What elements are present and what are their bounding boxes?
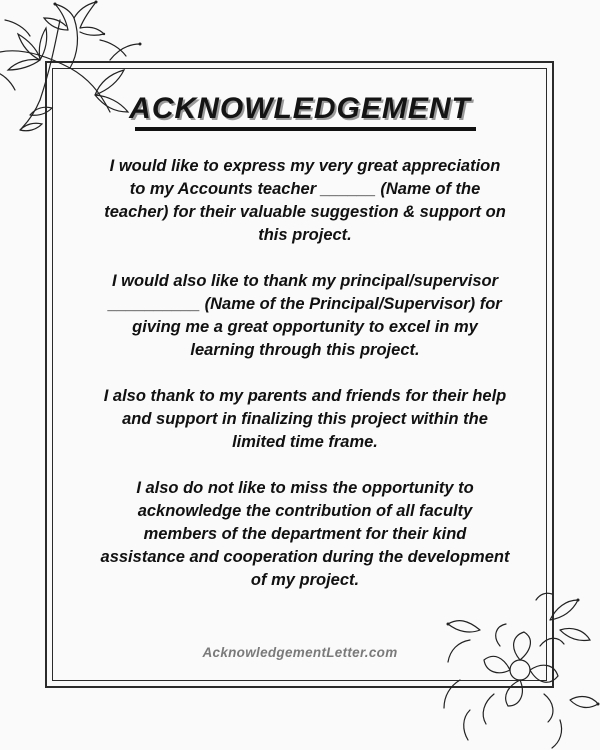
paragraph-faculty: I also do not like to miss the opportunity to acknowledge the contribution of all faculty members of the department for their kind assistance and cooperation during the development of my project. xyxy=(100,479,510,589)
acknowledgement-body xyxy=(95,155,515,615)
website-watermark: AcknowledgementLetter.com xyxy=(202,645,398,660)
paragraph-parents: I also thank to my parents and friends for their help and support in finalizing this project within the limited time frame. xyxy=(103,387,507,451)
title-underline xyxy=(135,127,476,131)
paragraph-principal: I would also like to thank my principal/supervisor __________ (Name of the Principal/Supervisor) for giving me a great opportunity to excel in my learning through this project. xyxy=(108,272,502,359)
page-title: ACKNOWLEDGEMENT xyxy=(129,92,471,125)
paragraph-teacher: I would like to express my very great appreciation to my Accounts teacher ______ (Name of the teacher) for their valuable suggestion & support on this project. xyxy=(104,157,506,244)
